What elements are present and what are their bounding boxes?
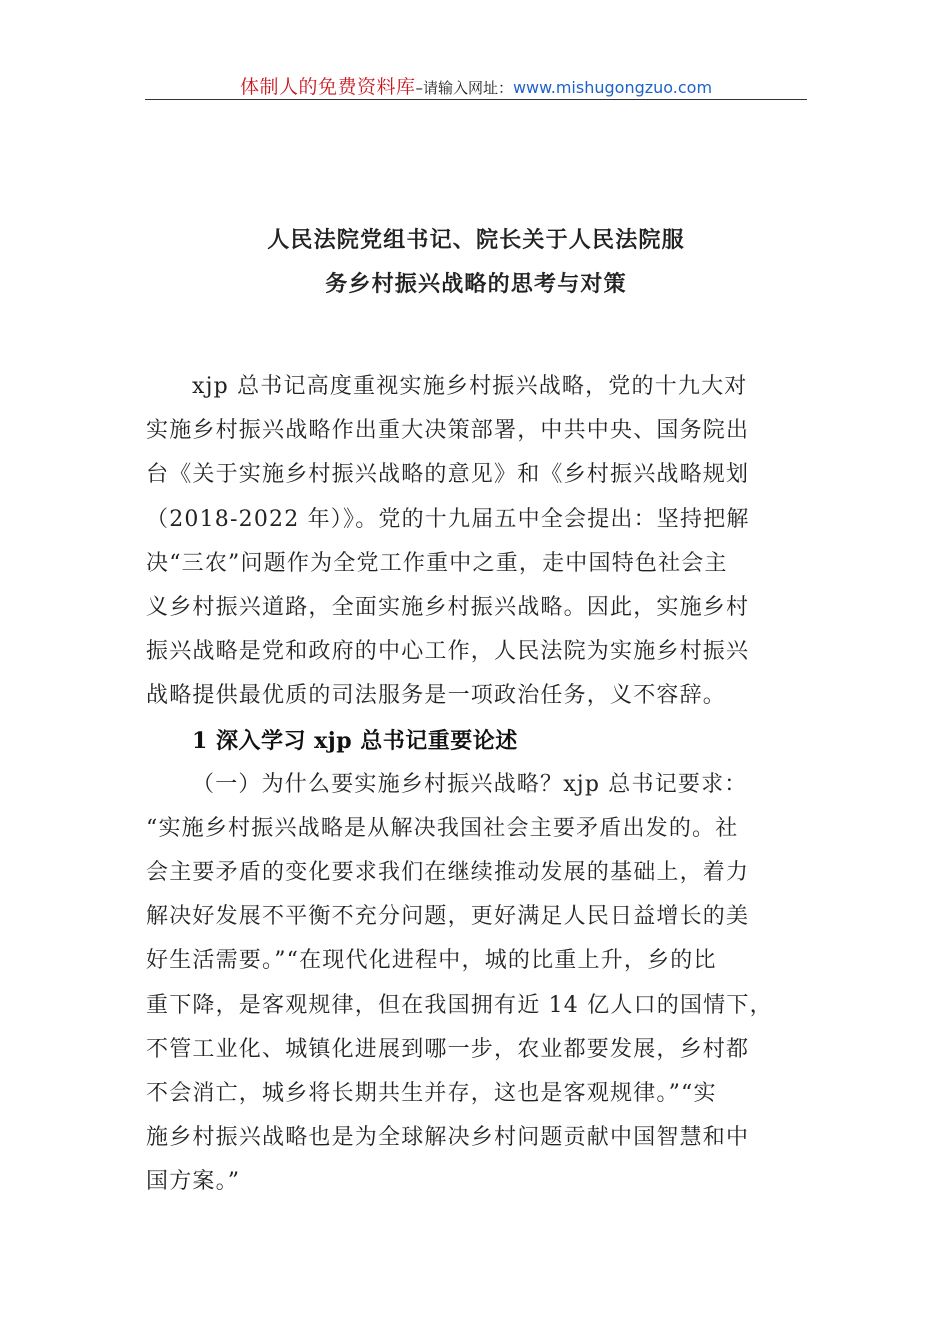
paragraph-line: （一）为什么要实施乡村振兴战略？xjp 总书记要求： xyxy=(192,771,748,797)
paragraph-line: （2018-2022 年）》。党的十九届五中全会提出：坚持把解 xyxy=(146,506,750,532)
paragraph-line: 台《关于实施乡村振兴战略的意见》和《乡村振兴战略规划 xyxy=(146,462,750,488)
header-url-link[interactable]: www.mishugongzuo.com xyxy=(512,78,713,97)
page-header xyxy=(145,72,807,100)
paragraph-line: 实施乡村振兴战略作出重大决策部署，中共中央、国务院出 xyxy=(146,418,750,444)
paragraph-line: 不管工业化、城镇化进展到哪一步，农业都要发展，乡村都 xyxy=(146,1036,750,1062)
document-body xyxy=(146,365,808,1205)
header-prompt: –请输入网址： xyxy=(415,79,513,97)
paragraph-line: xjp 总书记高度重视实施乡村振兴战略，党的十九大对 xyxy=(192,374,748,399)
paragraph-line: 不会消亡，城乡将长期共生并存，这也是客观规律。”“实 xyxy=(146,1081,717,1106)
paragraph-line: 战略提供最优质的司法服务是一项政治任务，义不容辞。 xyxy=(146,683,727,709)
paragraph-line: 好生活需要。”“在现代化进程中，城的比重上升，乡的比 xyxy=(146,948,717,974)
paragraph-line: 义乡村振兴道路，全面实施乡村振兴战略。因此，实施乡村 xyxy=(146,594,750,620)
paragraph-line: 振兴战略是党和政府的中心工作，人民法院为实施乡村振兴 xyxy=(146,639,750,665)
paragraph-line: 解决好发展不平衡不充分问题，更好满足人民日益增长的美 xyxy=(146,904,750,930)
paragraph-line: 国方案。” xyxy=(146,1169,241,1195)
section-heading: 1 深入学习 xjp 总书记重要论述 xyxy=(192,727,518,754)
paragraph-line: 施乡村振兴战略也是为全球解决乡村问题贡献中国智慧和中 xyxy=(146,1125,750,1151)
paragraph-line: “实施乡村振兴战略是从解决我国社会主要矛盾出发的。社 xyxy=(146,815,739,841)
title-line: 人民法院党组书记、院长关于人民法院服 xyxy=(267,227,685,253)
title-line: 务乡村振兴战略的思考与对策 xyxy=(325,271,627,298)
header-brand: 体制人的免费资料库 xyxy=(239,76,416,98)
paragraph-line: 决“三农”问题作为全党工作重中之重，走中国特色社会主 xyxy=(146,550,728,576)
header-divider xyxy=(145,99,807,100)
paragraph-line: 重下降，是客观规律，但在我国拥有近 14 亿人口的国情下， xyxy=(146,992,773,1018)
paragraph-line: 会主要矛盾的变化要求我们在继续推动发展的基础上，着力 xyxy=(146,860,750,886)
document-title xyxy=(150,218,802,306)
